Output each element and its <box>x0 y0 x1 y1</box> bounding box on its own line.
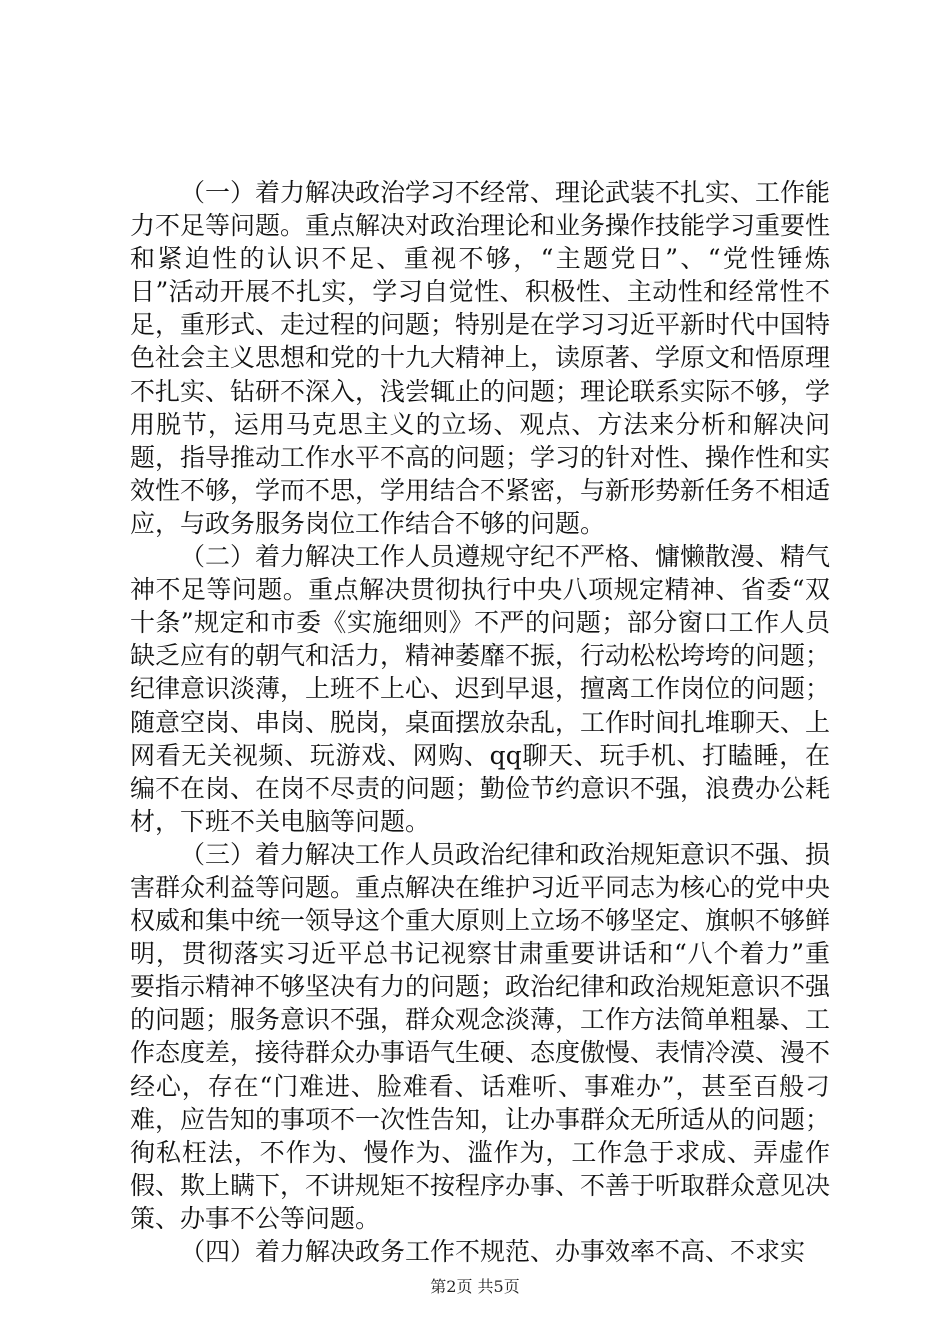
paragraph-4: （四）着力解决政务工作不规范、办事效率不高、不求实 <box>180 1237 806 1266</box>
page-number-footer: 第2页 共5页 <box>430 1277 520 1296</box>
paragraph-3: （三）着力解决工作人员政治纪律和政治规矩意识不强、损害群众利益等问题。重点解决在维护习近平同志为核心的党中央权威和集中统一领导这个重大原则上立场不够坚定、旗帜不够鲜明，贯彻落实习近平总书记视察甘肃重要讲话和“八个着力”重要指示精神不够坚决有力的问题；政治纪律和政治规矩意识不强的问题；服务意识不强，群众观念淡薄，工作方法简单粗暴、工作态度差，接待群众办事语气生硬、态度傲慢、表情冷漠、漫不经心，存在“门难进、脸难看、话难听、事难办”，甚至百般刁难，应告知的事项不一次性告知，让办事群众无所适从的问题；徇私枉法，不作为、慢作为、滥作为，工作急于求成、弄虚作假、欺上瞒下，不讲规矩不按程序办事、不善于听取群众意见决策、办事不公等问题。 <box>130 839 831 1233</box>
paragraph-2: （二）着力解决工作人员遵规守纪不严格、慵懒散漫、精气神不足等问题。重点解决贯彻执行中央八项规定精神、省委“双十条”规定和市委《实施细则》不严的问题；部分窗口工作人员缺乏应有的朝气和活力，精神萎靡不振，行动松松垮垮的问题；纪律意识淡薄，上班不上心、迟到早退，擅离工作岗位的问题；随意空岗、串岗、脱岗，桌面摆放杂乱，工作时间扎堆聊天、上网看无关视频、玩游戏、网购、qq聊天、玩手机、打瞌睡，在编不在岗、在岗不尽责的问题；勤俭节约意识不强，浪费办公耗材，下班不关电脑等问题。 <box>130 542 831 836</box>
document-body <box>130 176 830 1268</box>
paragraph-1: （一）着力解决政治学习不经常、理论武装不扎实、工作能力不足等问题。重点解决对政治理论和业务操作技能学习重要性和紧迫性的认识不足、重视不够，“主题党日”、“党性锤炼日”活动开展不扎实，学习自觉性、积极性、主动性和经常性不足，重形式、走过程的问题；特别是在学习习近平新时代中国特色社会主义思想和党的十九大精神上，读原著、学原文和悟原理不扎实、钻研不深入，浅尝辄止的问题；理论联系实际不够，学用脱节，运用马克思主义的立场、观点、方法来分析和解决问题，指导推动工作水平不高的问题；学习的针对性、操作性和实效性不够，学而不思，学用结合不紧密，与新形势新任务不相适应，与政务服务岗位工作结合不够的问题。 <box>130 178 831 538</box>
